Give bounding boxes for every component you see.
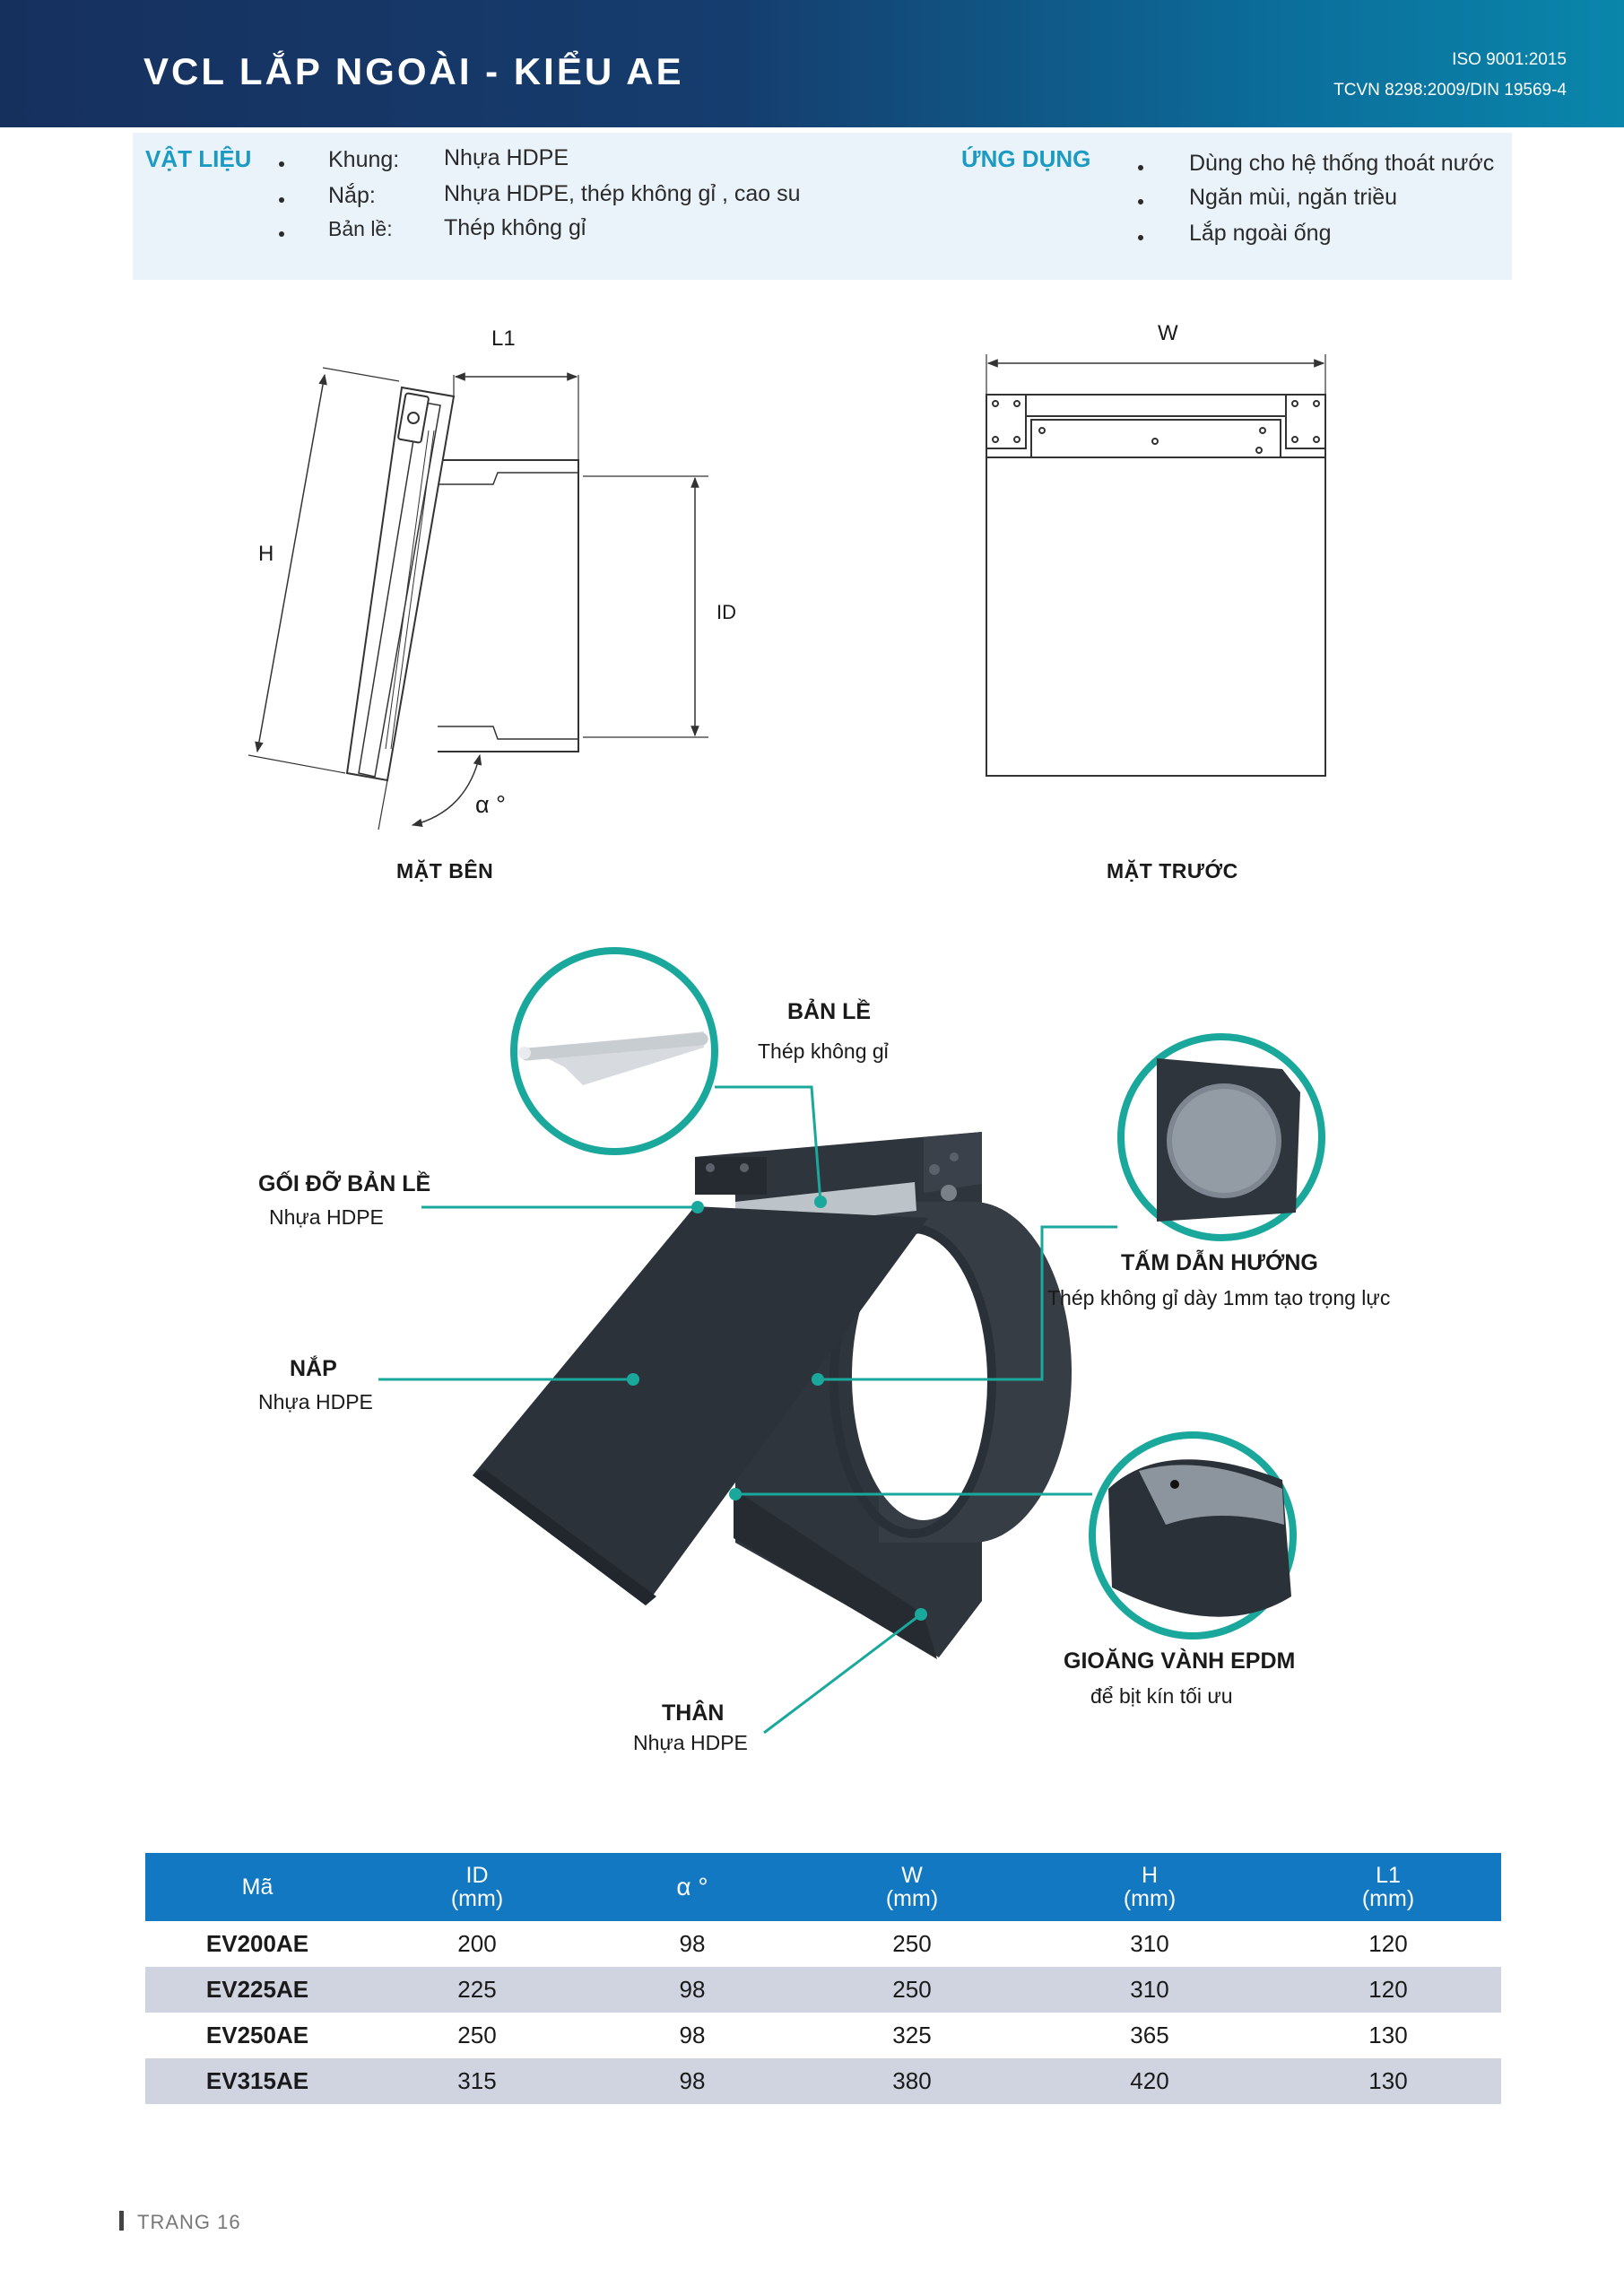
column-header: L1 (mm) xyxy=(1275,1853,1501,1921)
table-cell: 365 xyxy=(1130,2022,1169,2048)
table-cell: 250 xyxy=(800,1967,1024,2013)
page-title: VCL LẮP NGOÀI - KIỂU AE xyxy=(143,50,684,92)
callout-hinge-support-title: GỐI ĐỠ BẢN LỀ xyxy=(258,1171,431,1196)
table-row xyxy=(145,1967,1501,2013)
footer-marker xyxy=(119,2211,124,2231)
application-item: Lắp ngoài ống xyxy=(1189,221,1332,246)
application-item: Dùng cho hệ thống thoát nước xyxy=(1189,151,1495,176)
table-cell: 98 xyxy=(585,1967,800,2013)
table-cell: 310 xyxy=(1024,1967,1275,2013)
standard-tcvn: TCVN 8298:2009/DIN 19569-4 xyxy=(1333,81,1567,100)
table-row xyxy=(145,1921,1501,1967)
page-number: TRANG 16 xyxy=(137,2211,241,2233)
callout-hinge-title: BẢN LỀ xyxy=(787,999,872,1024)
front-view-caption: MẶT TRƯỚC xyxy=(1107,859,1238,883)
callout-lid-subtitle: Nhựa HDPE xyxy=(258,1390,373,1413)
table-cell: 130 xyxy=(1275,2058,1501,2104)
material-label: Bản lề: xyxy=(328,217,393,240)
callout-hinge-support-subtitle: Nhựa HDPE xyxy=(269,1205,384,1229)
table-row xyxy=(145,2058,1501,2104)
column-header: Mã xyxy=(145,1853,369,1921)
table-cell: 420 xyxy=(1024,2058,1275,2104)
front-view-drawing xyxy=(968,341,1363,789)
callout-gasket-title: GIOĂNG VÀNH EPDM xyxy=(1064,1648,1296,1674)
column-header: W (mm) xyxy=(800,1853,1024,1921)
table-cell: 130 xyxy=(1368,2022,1408,2048)
callout-hinge-subtitle: Thép không gỉ xyxy=(758,1039,889,1063)
table-cell: 120 xyxy=(1368,1930,1408,1957)
dim-h-label: H xyxy=(258,542,274,566)
table-cell: 325 xyxy=(892,2022,932,2048)
table-cell: 315 xyxy=(369,2058,585,2104)
callout-body-title: THÂN xyxy=(662,1700,725,1726)
guide-plate-detail-circle xyxy=(1121,1037,1322,1238)
hinge-detail-circle xyxy=(514,951,715,1152)
dim-w-label: W xyxy=(1158,321,1178,345)
side-view-caption: MẶT BÊN xyxy=(396,859,494,883)
applications-heading: ỨNG DỤNG xyxy=(961,145,1091,172)
dim-l1-label: L1 xyxy=(491,326,516,351)
callout-lid-title: NẮP xyxy=(290,1356,337,1381)
table-cell: 250 xyxy=(892,1930,932,1957)
side-view-drawing xyxy=(0,0,1624,897)
callout-gasket-subtitle: để bịt kín tối ưu xyxy=(1090,1684,1233,1708)
table-cell: 120 xyxy=(1275,1967,1501,2013)
gasket-detail-circle xyxy=(1092,1435,1293,1636)
table-cell: 250 xyxy=(457,2022,497,2048)
table-cell-code: EV200AE xyxy=(205,1930,309,1957)
table-header-row xyxy=(145,1853,1501,1921)
dim-id-label: ID xyxy=(716,601,736,623)
table-cell-code: EV250AE xyxy=(205,2022,309,2048)
materials-heading: VẬT LIỆU xyxy=(145,145,252,172)
table-row xyxy=(145,2013,1501,2058)
table-cell: 98 xyxy=(679,1930,706,1957)
material-value: Nhựa HDPE xyxy=(444,145,569,170)
dim-alpha-label: α ° xyxy=(475,791,506,818)
table-cell-code: EV315AE xyxy=(145,2058,369,2104)
callout-guide-plate-title: TẤM DẪN HƯỚNG xyxy=(1121,1250,1318,1275)
column-header: ID (mm) xyxy=(369,1853,585,1921)
table-cell: 98 xyxy=(679,2022,706,2048)
material-value: Nhựa HDPE, thép không gỉ , cao su xyxy=(444,181,801,206)
callout-guide-plate-subtitle: Thép không gỉ dày 1mm tạo trọng lực xyxy=(1047,1286,1391,1309)
column-header: H (mm) xyxy=(1024,1853,1275,1921)
standard-iso: ISO 9001:2015 xyxy=(1452,50,1567,69)
table-cell-code: EV225AE xyxy=(145,1967,369,2013)
column-header: α ° xyxy=(585,1853,800,1921)
table-cell: 225 xyxy=(369,1967,585,2013)
material-value: Thép không gỉ xyxy=(444,215,586,240)
application-item: Ngăn mùi, ngăn triều xyxy=(1189,185,1398,210)
material-label: Nắp: xyxy=(328,183,376,208)
table-cell: 98 xyxy=(585,2058,800,2104)
material-label: Khung: xyxy=(328,147,400,172)
callout-body-subtitle: Nhựa HDPE xyxy=(633,1731,748,1754)
table-cell: 310 xyxy=(1130,1930,1169,1957)
spec-table xyxy=(145,1853,1501,2104)
table-cell: 200 xyxy=(457,1930,497,1957)
table-cell: 380 xyxy=(800,2058,1024,2104)
